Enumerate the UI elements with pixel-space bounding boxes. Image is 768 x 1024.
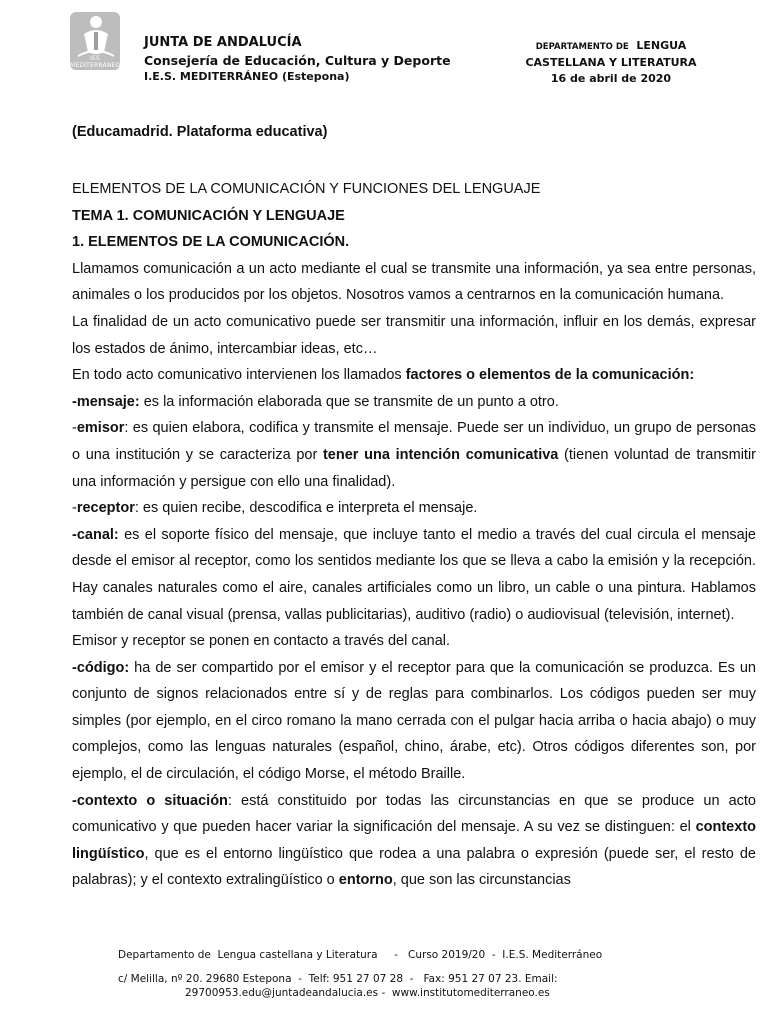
mensaje-term: -mensaje:	[72, 393, 140, 410]
item-emisor	[72, 415, 756, 495]
emisor-text-a: : es quien elabora, codifica y transmite el mensaje. Puede ser un individuo, un grupo de personas o una institución y se caracteriza por	[72, 420, 756, 463]
mensaje-text: es la información elaborada que se transmite de un punto a otro.	[139, 393, 559, 410]
footer-contact: 29700953.edu@juntadeandalucia.es - www.institutomediterraneo.es	[185, 987, 550, 999]
paragraph-factors	[72, 362, 756, 389]
platform-note: (Educamadrid. Plataforma educativa)	[72, 124, 328, 140]
section-heading: 1. ELEMENTOS DE LA COMUNICACIÓN.	[72, 234, 350, 251]
header-institution	[144, 34, 451, 84]
school-logo	[70, 12, 120, 70]
item-codigo	[72, 655, 756, 788]
receptor-term: receptor	[76, 500, 135, 517]
item-mensaje	[72, 389, 756, 416]
receptor-dash: -	[72, 500, 77, 517]
emisor-term: emisor	[76, 420, 125, 437]
department-line	[500, 38, 722, 55]
item-contexto	[72, 788, 756, 894]
receptor-text: : es quien recibe, descodifica e interpreta el mensaje.	[134, 500, 478, 517]
header-department	[500, 38, 722, 87]
org-name: JUNTA DE ANDALUCÍA	[144, 35, 302, 50]
canal-term: -canal:	[72, 526, 119, 543]
contexto-text-c: , que son las circunstancias	[392, 872, 571, 889]
paragraph-emisor-receptor: Emisor y receptor se ponen en contacto a través del canal.	[72, 633, 451, 650]
logo-text: IES MEDITERRÁNEO	[70, 55, 121, 69]
footer-department: Departamento de Lengua castellana y Literatura - Curso 2019/20 - I.E.S. Mediterráneo	[118, 949, 603, 961]
emisor-intention: tener una intención comunicativa	[322, 446, 559, 463]
contexto-text-b: , que es el entorno lingüístico que rodea a una palabra o expresión (puede ser, el resto de palabras); y el contexto extralingüístico o	[72, 845, 756, 889]
contexto-term: -contexto o situación	[72, 792, 228, 809]
codigo-term: -código:	[72, 659, 130, 676]
department-name-1: LENGUA	[636, 39, 687, 52]
codigo-text: ha de ser compartido por el emisor y el receptor para que la comunicación se produzca. Es un conjunto de signos relacionados entre sí y de reglas para combinarlos. Los códigos pueden ser muy simples (por ejemplo, en el circo romano la mano cerrada con el pulgar hacia arriba o hacia abajo) o muy complejos, como las lenguas naturales (español, chino, árabe, etc). Otros códigos diferentes son, por ejemplo, el de circulación, el código Morse, el método Braille.	[72, 659, 756, 783]
school-name: I.E.S. MEDITERRÁNEO (Estepona)	[144, 70, 350, 83]
item-receptor	[72, 495, 756, 522]
topic-heading: TEMA 1. COMUNICACIÓN Y LENGUAJE	[72, 207, 345, 224]
canal-text: es el soporte físico del mensaje, que incluye tanto el medio a través del cual circula el mensaje desde el emisor al receptor, como los sentidos mediante los que se lleva a cabo la emisión y la recepción. Hay canales naturales como el aire, canales artificiales como un libro, un cable o una pintura. Hablamos también de canal visual (prensa, vallas publicitarias), auditivo (radio) o audiovisual (televisión, internet).	[72, 526, 756, 623]
document-title: ELEMENTOS DE LA COMUNICACIÓN Y FUNCIONES DEL LENGUAJE	[72, 181, 541, 197]
emisor-dash: -	[72, 420, 77, 437]
document-body	[72, 176, 756, 894]
paragraph-purpose: La finalidad de un acto comunicativo puede ser transmitir una información, influir en los demás, expresar los estados de ánimo, intercambiar ideas, etc…	[72, 313, 756, 357]
paragraph-definition: Llamamos comunicación a un acto mediante el cual se transmite una información, ya sea entre personas, animales o los producidos por los objetos. Nosotros vamos a centrarnos en la comunicación humana.	[72, 260, 756, 304]
document-date: 16 de abril de 2020	[550, 72, 672, 85]
factors-term: factores o elementos de la comunicación:	[405, 367, 695, 384]
contexto-text-a: : está constituido por todas las circunstancias en que se produce un acto comunicativo y que pueden hacer variar la significación del mensaje. A su vez se distinguen: el	[72, 792, 756, 836]
footer-address: c/ Melilla, nº 20. 29680 Estepona - Telf: 951 27 07 28 - Fax: 951 27 07 23. Email:	[118, 973, 558, 985]
department-prefix: DEPARTAMENTO DE	[535, 42, 629, 52]
contexto-linguistico: contexto lingüístico	[72, 819, 756, 862]
item-canal	[72, 522, 756, 628]
department-name-2: CASTELLANA Y LITERATURA	[525, 56, 697, 69]
ministry-name: Consejería de Educación, Cultura y Deporte	[144, 53, 451, 68]
factors-intro: En todo acto comunicativo intervienen los llamados	[72, 367, 406, 384]
entorno-term: entorno	[338, 872, 393, 889]
emisor-text-b: (tienen voluntad de transmitir una información y persigue con ello una finalidad).	[72, 446, 757, 490]
